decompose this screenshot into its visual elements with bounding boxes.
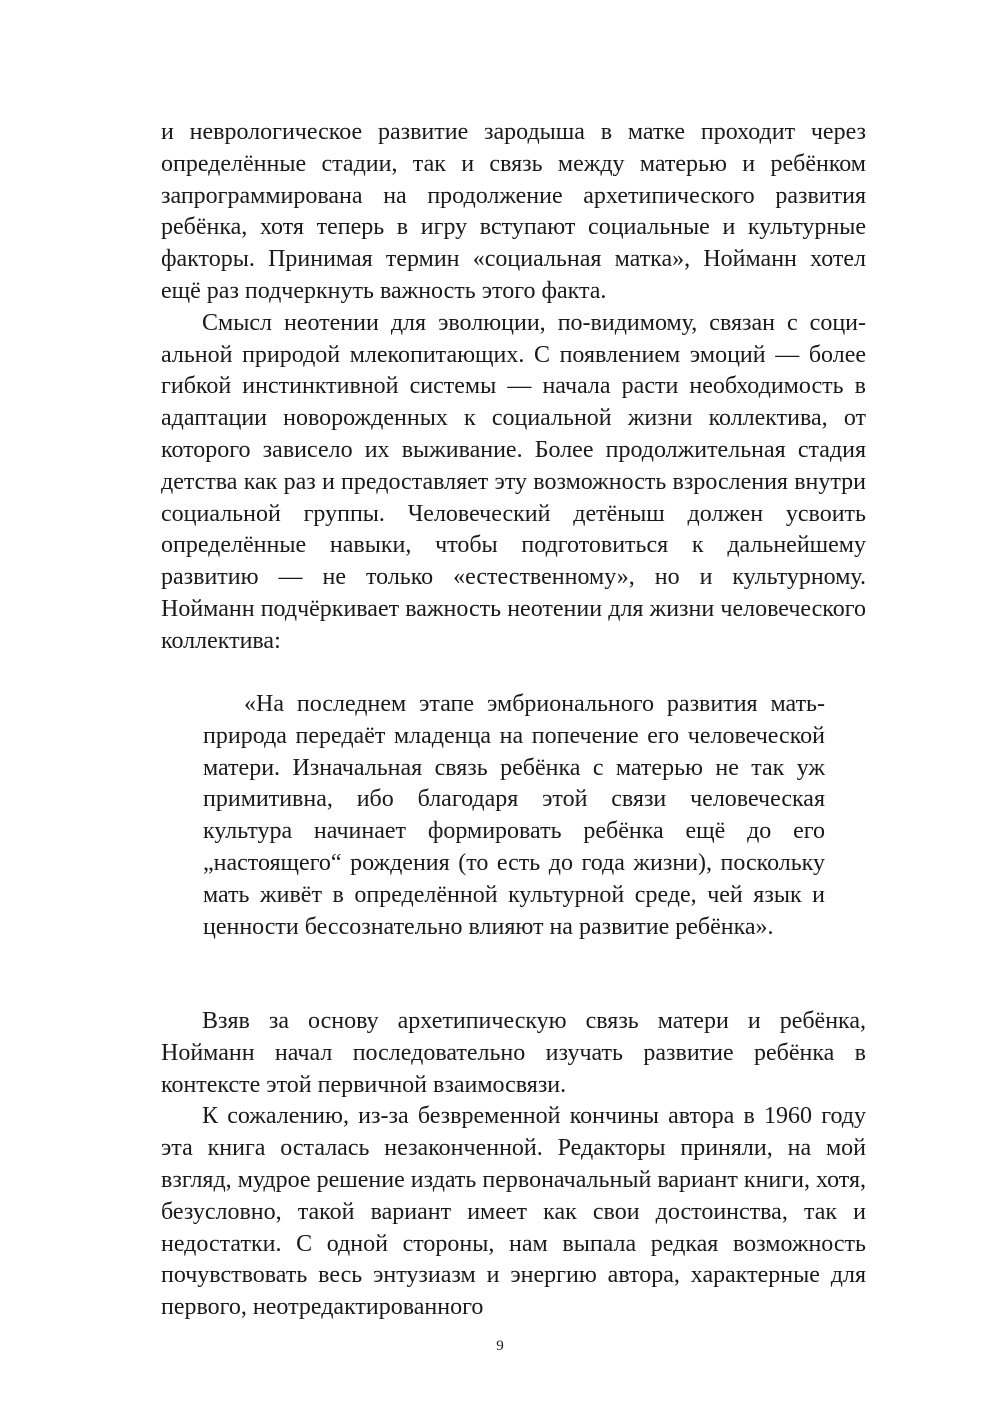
paragraph-unfinished-book: К сожалению, из-за безвременной кончины автора в 1960 году эта книга осталась незаконченной. Редакторы приняли, на мой взгляд, мудрое решение издать первоначальный вариант книги, хотя, безусловно, такой вариант имеет как свои достоинства, так и недостатки. С одной стороны, нам выпала редкая возможность почувствовать весь энтузиазм и энергию автора, характерные для первого, неотредактированного (161, 1103, 866, 1321)
paragraph-continuation: и неврологическое развитие зародыша в матке проходит через определённые стадии, так и связь между матерью и ребёнком запрограммирована на продолжение архетипического развития ребёнка, хотя теперь в игру вступают социальные и культурные факторы. Принимая термин «социальная матка», Нойманн хотел ещё раз подчеркнуть важность этого факта. (161, 119, 866, 304)
block-quote: «На последнем этапе эмбрионального развития мать-природа передаёт младенца на попечение его человеческой матери. Изначальная связь ребёнка с матерью не так уж примитивна, ибо благодаря этой связи человеческая культура начинает формировать ребёнка ещё до его „настоящего“ рождения (то есть до года жизни), поскольку мать живёт в определённой культурной среде, чей язык и ценности бессознательно влияют на развитие ребёнка». (203, 691, 825, 940)
body-text-top (161, 117, 866, 658)
page-number: 9 (496, 1338, 504, 1354)
body-text-bottom (161, 1006, 866, 1324)
paragraph-neoteny: Смысл неотении для эволюции, по-видимому, связан с социальной природой млекопитающих. С появлением эмоций — более гибкой инстинктивной системы — начала расти необходимость в адаптации новорожденных к социальной жизни коллектива, от которого зависело их выживание. Более продолжительная стадия детства как раз и предоставляет эту возможность взросления внутри социальной группы. Человеческий детёныш должен усвоить определённые навыки, чтобы подготовиться к дальнейшему развитию — не только «естественному», но и культурному. Нойманн подчёркивает важность неотении для жизни человеческого коллектива: (161, 309, 866, 654)
paragraph-archetypal-bond: Взяв за основу архетипическую связь матери и ребёнка, Нойманн начал последовательно изучать развитие ребёнка в контексте этой первичной взаимосвязи. (161, 1008, 866, 1098)
